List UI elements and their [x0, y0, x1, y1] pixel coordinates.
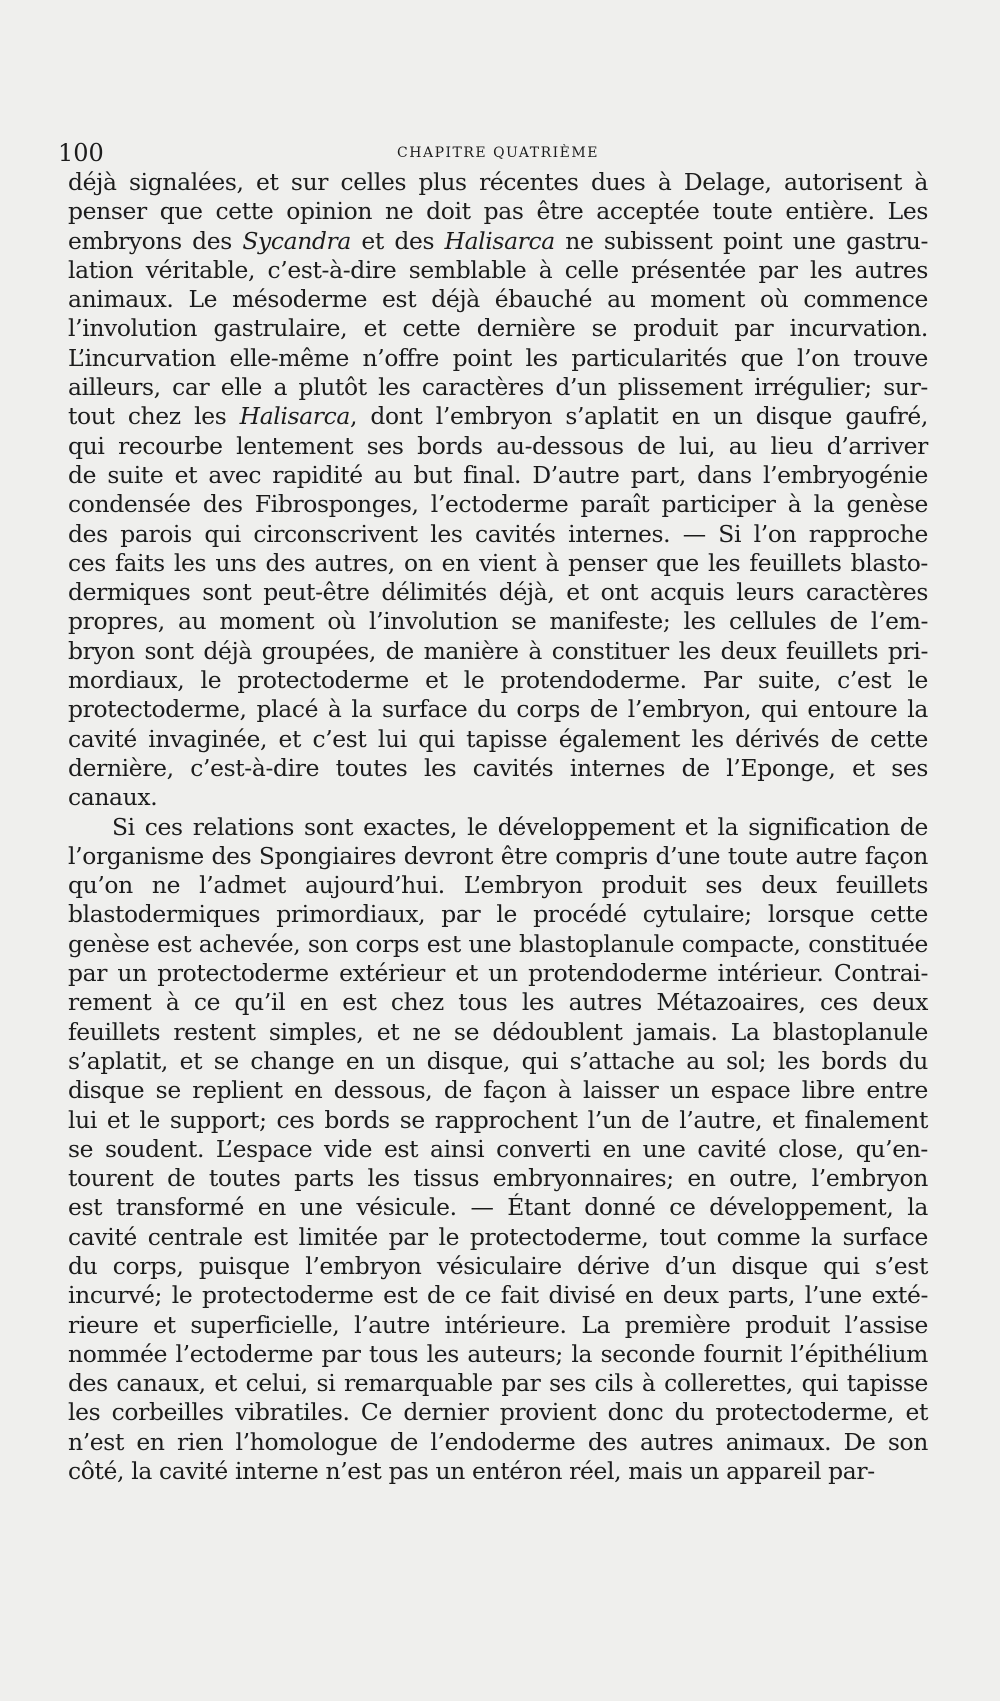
text-run: ne subissent point une gastru-: [554, 226, 928, 255]
text-run: tout chez les: [68, 402, 240, 431]
text-line: [68, 344, 928, 373]
paragraph: [68, 168, 928, 813]
text-run: Si ces relations sont exactes, le développement et la signification de: [112, 812, 928, 841]
text-line: [68, 1428, 928, 1457]
text-line: [68, 607, 928, 636]
text-run: des parois qui circonscrivent les cavités internes. — Si l’on rapproche: [68, 519, 928, 548]
text-run: animaux. Le mésoderme est déjà ébauché au moment où commence: [68, 285, 928, 314]
text-run: penser que cette opinion ne doit pas être acceptée toute entière. Les: [68, 197, 928, 226]
text-line: [68, 461, 928, 490]
text-run: propres, au moment où l’involution se manifeste; les cellules de l’em-: [68, 607, 928, 636]
text-line: [68, 637, 928, 666]
italic-taxon-name: Sycandra: [242, 226, 351, 255]
text-line: [68, 1252, 928, 1281]
text-run: par un protectoderme extérieur et un protendoderme intérieur. Contrai-: [68, 959, 928, 988]
text-run: L’incurvation elle-même n’offre point les particularités que l’on trouve: [68, 343, 928, 372]
text-line: [68, 1193, 928, 1222]
text-line: [68, 783, 928, 812]
text-run: l’involution gastrulaire, et cette dernière se produit par incurvation.: [68, 314, 928, 343]
running-title: CHAPITRE QUATRIÈME: [397, 145, 599, 161]
text-run: condensée des Fibrosponges, l’ectoderme paraît participer à la genèse: [68, 490, 928, 519]
text-line: [68, 520, 928, 549]
text-run: qui recourbe lentement ses bords au-dessous de lui, au lieu d’arriver: [68, 431, 928, 460]
text-line: [68, 871, 928, 900]
paragraph: [68, 813, 928, 1487]
text-line: [68, 1164, 928, 1193]
text-run: qu’on ne l’admet aujourd’hui. L’embryon produit ses deux feuillets: [68, 871, 928, 900]
text-line: [68, 490, 928, 519]
text-run: genèse est achevée, son corps est une blastoplanule compacte, constituée: [68, 929, 928, 958]
text-line: [68, 1018, 928, 1047]
text-run: rieure et superficielle, l’autre intérieure. La première produit l’assise: [68, 1310, 928, 1339]
text-run: blastodermiques primordiaux, par le procédé cytulaire; lorsque cette: [68, 900, 928, 929]
text-line: [68, 666, 928, 695]
text-run: s’aplatit, et se change en un disque, qui s’attache au sol; les bords du: [68, 1046, 928, 1075]
text-line: [68, 1340, 928, 1369]
text-line: [68, 695, 928, 724]
text-line: [68, 227, 928, 256]
text-run: , dont l’embryon s’aplatit en un disque gaufré,: [349, 402, 928, 431]
text-run: dernière, c’est-à-dire toutes les cavités internes de l’Eponge, et ses: [68, 753, 928, 782]
text-line: [68, 1047, 928, 1076]
text-line: [68, 197, 928, 226]
text-line: [68, 168, 928, 197]
text-line: [68, 432, 928, 461]
italic-taxon-name: Halisarca: [239, 402, 350, 431]
text-run: rement à ce qu’il en est chez tous les autres Métazoaires, ces deux: [68, 988, 928, 1017]
text-line: [68, 373, 928, 402]
italic-taxon-name: Halisarca: [444, 226, 555, 255]
text-run: ailleurs, car elle a plutôt les caractères d’un plissement irrégulier; sur-: [68, 373, 928, 402]
text-run: est transformé en une vésicule. — Étant donné ce développement, la: [68, 1193, 928, 1222]
text-line: [68, 314, 928, 343]
text-line: [68, 754, 928, 783]
page-header: [58, 136, 938, 170]
text-run: se soudent. L’espace vide est ainsi converti en une cavité close, qu’en-: [68, 1134, 928, 1163]
text-run: protectoderme, placé à la surface du corps de l’embryon, qui entoure la: [68, 695, 928, 724]
text-run: lui et le support; ces bords se rapprochent l’un de l’autre, et finalement: [68, 1105, 928, 1134]
text-line: [68, 959, 928, 988]
text-line: [68, 402, 928, 431]
text-line: [68, 725, 928, 754]
text-line: [68, 1281, 928, 1310]
text-line: [68, 1223, 928, 1252]
text-run: les corbeilles vibratiles. Ce dernier provient donc du protectoderme, et: [68, 1398, 928, 1427]
text-line: [68, 256, 928, 285]
text-line: [68, 930, 928, 959]
text-line: [68, 285, 928, 314]
text-run: disque se replient en dessous, de façon à laisser un espace libre entre: [68, 1076, 928, 1105]
text-line: [68, 988, 928, 1017]
text-line: [68, 900, 928, 929]
text-run: incurvé; le protectoderme est de ce fait divisé en deux parts, l’une exté-: [68, 1281, 928, 1310]
text-run: nommée l’ectoderme par tous les auteurs; la seconde fournit l’épithélium: [68, 1339, 928, 1368]
text-run: et des: [350, 226, 445, 255]
text-line: [68, 813, 928, 842]
page-number: 100: [58, 139, 104, 167]
text-run: du corps, puisque l’embryon vésiculaire dérive d’un disque qui s’est: [68, 1251, 928, 1280]
text-run: feuillets restent simples, et ne se dédoublent jamais. La blastoplanule: [68, 1017, 928, 1046]
text-run: de suite et avec rapidité au but final. D’autre part, dans l’embryogénie: [68, 460, 928, 489]
text-body: [68, 168, 928, 1486]
text-run: tourent de toutes parts les tissus embryonnaires; en outre, l’embryon: [68, 1164, 928, 1193]
text-run: dermiques sont peut-être délimités déjà, et ont acquis leurs caractères: [68, 578, 928, 607]
text-run: canaux.: [68, 783, 158, 812]
text-run: des canaux, et celui, si remarquable par ses cils à collerettes, qui tapisse: [68, 1369, 928, 1398]
text-line: [68, 1398, 928, 1427]
text-line: [68, 549, 928, 578]
text-run: cavité invaginée, et c’est lui qui tapisse également les dérivés de cette: [68, 724, 928, 753]
text-line: [68, 1106, 928, 1135]
text-run: mordiaux, le protectoderme et le protendoderme. Par suite, c’est le: [68, 666, 928, 695]
text-run: ces faits les uns des autres, on en vient à penser que les feuillets blasto-: [68, 548, 928, 577]
text-run: lation véritable, c’est-à-dire semblable à celle présentée par les autres: [68, 255, 928, 284]
text-line: [68, 1135, 928, 1164]
text-run: embryons des: [68, 226, 243, 255]
text-run: l’organisme des Spongiaires devront être compris d’une toute autre façon: [68, 841, 928, 870]
text-line: [68, 1076, 928, 1105]
text-run: bryon sont déjà groupées, de manière à constituer les deux feuillets pri-: [68, 636, 928, 665]
text-line: [68, 578, 928, 607]
text-line: [68, 1369, 928, 1398]
text-line: [68, 1311, 928, 1340]
text-run: déjà signalées, et sur celles plus récentes dues à Delage, autorisent à: [68, 168, 928, 196]
text-line: [68, 1457, 928, 1486]
text-line: [68, 842, 928, 871]
text-run: cavité centrale est limitée par le protectoderme, tout comme la surface: [68, 1222, 928, 1251]
text-run: côté, la cavité interne n’est pas un entéron réel, mais un appareil par-: [68, 1457, 875, 1486]
text-run: n’est en rien l’homologue de l’endoderme des autres animaux. De son: [68, 1427, 928, 1456]
